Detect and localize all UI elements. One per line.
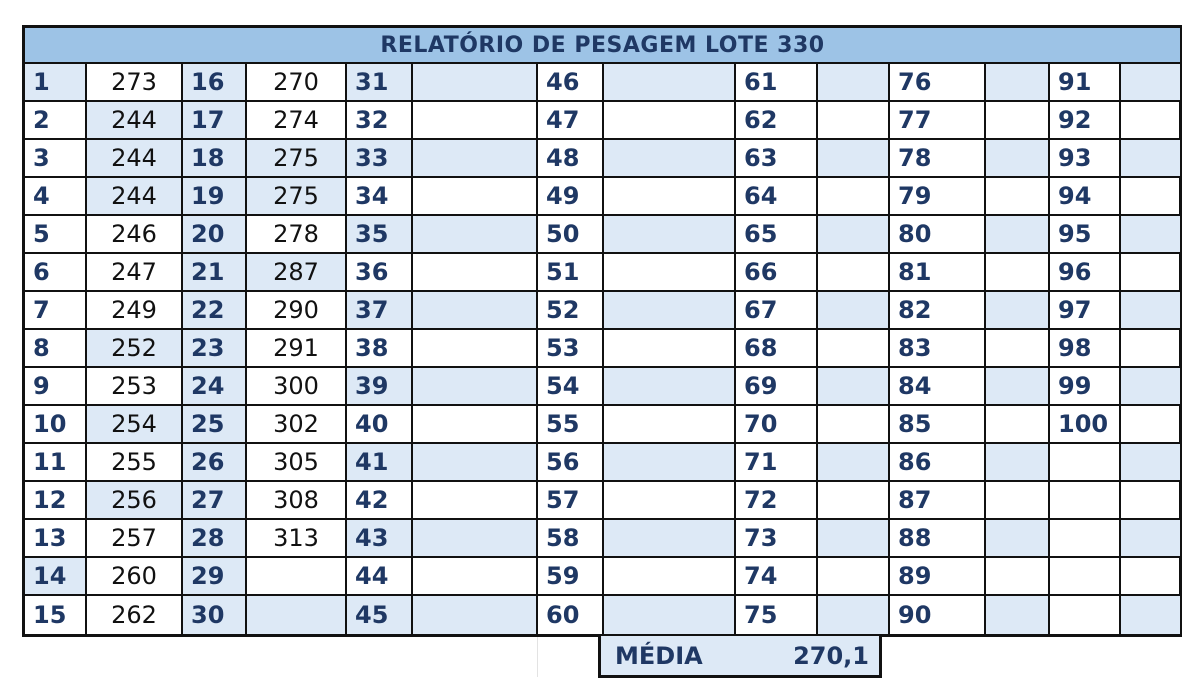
weight-value-55	[604, 406, 736, 444]
weight-value-96	[1121, 254, 1180, 292]
weight-value-16: 270	[247, 64, 347, 102]
row-number-104	[1050, 558, 1121, 596]
weight-value-39	[413, 368, 538, 406]
row-number-85: 85	[890, 406, 986, 444]
weight-value-98	[1121, 330, 1180, 368]
weight-value-59	[604, 558, 736, 596]
weight-value-65	[818, 216, 890, 254]
row-number-59: 59	[538, 558, 604, 596]
weight-value-26: 305	[247, 444, 347, 482]
row-number-70: 70	[736, 406, 818, 444]
row-number-3: 3	[25, 140, 87, 178]
weight-value-70	[818, 406, 890, 444]
row-number-91: 91	[1050, 64, 1121, 102]
row-number-72: 72	[736, 482, 818, 520]
row-number-76: 76	[890, 64, 986, 102]
weight-value-77	[986, 102, 1050, 140]
row-number-47: 47	[538, 102, 604, 140]
row-number-8: 8	[25, 330, 87, 368]
weight-value-15: 262	[87, 596, 183, 634]
weight-value-74	[818, 558, 890, 596]
average-value: 270,1	[793, 641, 869, 670]
row-number-71: 71	[736, 444, 818, 482]
weight-value-99	[1121, 368, 1180, 406]
weight-value-2: 244	[87, 102, 183, 140]
weight-value-51	[604, 254, 736, 292]
weight-value-50	[604, 216, 736, 254]
weight-value-100	[1121, 406, 1180, 444]
weight-value-101	[1121, 444, 1180, 482]
weight-value-95	[1121, 216, 1180, 254]
row-number-37: 37	[347, 292, 413, 330]
weight-value-68	[818, 330, 890, 368]
weight-value-37	[413, 292, 538, 330]
row-number-93: 93	[1050, 140, 1121, 178]
row-number-73: 73	[736, 520, 818, 558]
weight-value-73	[818, 520, 890, 558]
weight-value-83	[986, 330, 1050, 368]
row-number-50: 50	[538, 216, 604, 254]
row-number-19: 19	[183, 178, 247, 216]
row-number-57: 57	[538, 482, 604, 520]
row-number-105	[1050, 596, 1121, 634]
row-number-69: 69	[736, 368, 818, 406]
row-number-65: 65	[736, 216, 818, 254]
weight-value-33	[413, 140, 538, 178]
row-number-64: 64	[736, 178, 818, 216]
weight-value-40	[413, 406, 538, 444]
row-number-79: 79	[890, 178, 986, 216]
weight-value-6: 247	[87, 254, 183, 292]
row-number-96: 96	[1050, 254, 1121, 292]
weight-value-25: 302	[247, 406, 347, 444]
row-number-83: 83	[890, 330, 986, 368]
weight-value-45	[413, 596, 538, 634]
weight-value-35	[413, 216, 538, 254]
weight-value-76	[986, 64, 1050, 102]
row-number-90: 90	[890, 596, 986, 634]
row-number-89: 89	[890, 558, 986, 596]
weight-value-19: 275	[247, 178, 347, 216]
row-number-56: 56	[538, 444, 604, 482]
row-number-21: 21	[183, 254, 247, 292]
average-label: MÉDIA	[615, 641, 703, 670]
weight-value-86	[986, 444, 1050, 482]
row-number-28: 28	[183, 520, 247, 558]
row-number-68: 68	[736, 330, 818, 368]
row-number-9: 9	[25, 368, 87, 406]
weight-value-1: 273	[87, 64, 183, 102]
weight-value-29	[247, 558, 347, 596]
weight-value-91	[1121, 64, 1180, 102]
weight-value-64	[818, 178, 890, 216]
weight-value-63	[818, 140, 890, 178]
row-number-26: 26	[183, 444, 247, 482]
row-number-43: 43	[347, 520, 413, 558]
row-number-22: 22	[183, 292, 247, 330]
row-number-66: 66	[736, 254, 818, 292]
row-number-67: 67	[736, 292, 818, 330]
row-number-6: 6	[25, 254, 87, 292]
row-number-80: 80	[890, 216, 986, 254]
row-number-60: 60	[538, 596, 604, 634]
weight-value-36	[413, 254, 538, 292]
row-number-82: 82	[890, 292, 986, 330]
row-number-17: 17	[183, 102, 247, 140]
weight-value-46	[604, 64, 736, 102]
weight-value-13: 257	[87, 520, 183, 558]
weight-value-32	[413, 102, 538, 140]
weight-value-31	[413, 64, 538, 102]
row-number-94: 94	[1050, 178, 1121, 216]
row-number-34: 34	[347, 178, 413, 216]
row-number-7: 7	[25, 292, 87, 330]
weight-value-20: 278	[247, 216, 347, 254]
row-number-98: 98	[1050, 330, 1121, 368]
weight-value-72	[818, 482, 890, 520]
weight-value-93	[1121, 140, 1180, 178]
weight-value-14: 260	[87, 558, 183, 596]
row-number-20: 20	[183, 216, 247, 254]
weight-value-8: 252	[87, 330, 183, 368]
row-number-53: 53	[538, 330, 604, 368]
divider-line	[537, 637, 538, 677]
row-number-99: 99	[1050, 368, 1121, 406]
row-number-77: 77	[890, 102, 986, 140]
weight-value-104	[1121, 558, 1180, 596]
weight-value-23: 291	[247, 330, 347, 368]
row-number-62: 62	[736, 102, 818, 140]
row-number-63: 63	[736, 140, 818, 178]
weight-value-34	[413, 178, 538, 216]
row-number-16: 16	[183, 64, 247, 102]
row-number-32: 32	[347, 102, 413, 140]
row-number-10: 10	[25, 406, 87, 444]
weight-value-53	[604, 330, 736, 368]
row-number-95: 95	[1050, 216, 1121, 254]
row-number-27: 27	[183, 482, 247, 520]
row-number-25: 25	[183, 406, 247, 444]
weight-value-87	[986, 482, 1050, 520]
report-title: RELATÓRIO DE PESAGEM LOTE 330	[25, 28, 1180, 64]
row-number-29: 29	[183, 558, 247, 596]
weight-value-17: 274	[247, 102, 347, 140]
weight-value-52	[604, 292, 736, 330]
weight-value-28: 313	[247, 520, 347, 558]
row-number-13: 13	[25, 520, 87, 558]
row-number-23: 23	[183, 330, 247, 368]
row-number-4: 4	[25, 178, 87, 216]
weight-value-22: 290	[247, 292, 347, 330]
weight-value-75	[818, 596, 890, 634]
row-number-11: 11	[25, 444, 87, 482]
row-number-15: 15	[25, 596, 87, 634]
weight-value-97	[1121, 292, 1180, 330]
weight-value-54	[604, 368, 736, 406]
row-number-30: 30	[183, 596, 247, 634]
row-number-2: 2	[25, 102, 87, 140]
weight-value-61	[818, 64, 890, 102]
row-number-61: 61	[736, 64, 818, 102]
row-number-33: 33	[347, 140, 413, 178]
weight-value-84	[986, 368, 1050, 406]
row-number-45: 45	[347, 596, 413, 634]
weight-value-57	[604, 482, 736, 520]
weight-value-105	[1121, 596, 1180, 634]
weight-value-94	[1121, 178, 1180, 216]
row-number-52: 52	[538, 292, 604, 330]
row-number-24: 24	[183, 368, 247, 406]
row-number-35: 35	[347, 216, 413, 254]
row-number-87: 87	[890, 482, 986, 520]
weight-value-43	[413, 520, 538, 558]
row-number-46: 46	[538, 64, 604, 102]
weight-value-30	[247, 596, 347, 634]
row-number-49: 49	[538, 178, 604, 216]
weight-value-82	[986, 292, 1050, 330]
weight-value-88	[986, 520, 1050, 558]
row-number-36: 36	[347, 254, 413, 292]
row-number-84: 84	[890, 368, 986, 406]
weight-value-62	[818, 102, 890, 140]
weight-value-89	[986, 558, 1050, 596]
row-number-101	[1050, 444, 1121, 482]
weight-value-12: 256	[87, 482, 183, 520]
weight-value-10: 254	[87, 406, 183, 444]
weight-value-85	[986, 406, 1050, 444]
row-number-78: 78	[890, 140, 986, 178]
row-number-74: 74	[736, 558, 818, 596]
row-number-51: 51	[538, 254, 604, 292]
row-number-48: 48	[538, 140, 604, 178]
row-number-54: 54	[538, 368, 604, 406]
weight-value-71	[818, 444, 890, 482]
average-summary	[598, 636, 882, 678]
weight-value-3: 244	[87, 140, 183, 178]
weight-value-24: 300	[247, 368, 347, 406]
row-number-88: 88	[890, 520, 986, 558]
weight-value-49	[604, 178, 736, 216]
weight-value-58	[604, 520, 736, 558]
weight-value-18: 275	[247, 140, 347, 178]
row-number-5: 5	[25, 216, 87, 254]
weight-value-56	[604, 444, 736, 482]
row-number-86: 86	[890, 444, 986, 482]
weight-value-67	[818, 292, 890, 330]
weight-value-48	[604, 140, 736, 178]
weight-value-9: 253	[87, 368, 183, 406]
row-number-103	[1050, 520, 1121, 558]
weight-value-44	[413, 558, 538, 596]
weight-value-5: 246	[87, 216, 183, 254]
row-number-100: 100	[1050, 406, 1121, 444]
row-number-58: 58	[538, 520, 604, 558]
row-number-12: 12	[25, 482, 87, 520]
weight-value-21: 287	[247, 254, 347, 292]
weight-value-80	[986, 216, 1050, 254]
row-number-42: 42	[347, 482, 413, 520]
weight-value-47	[604, 102, 736, 140]
row-number-40: 40	[347, 406, 413, 444]
weight-value-81	[986, 254, 1050, 292]
weight-value-103	[1121, 520, 1180, 558]
weight-value-27: 308	[247, 482, 347, 520]
row-number-44: 44	[347, 558, 413, 596]
row-number-97: 97	[1050, 292, 1121, 330]
row-number-102	[1050, 482, 1121, 520]
weight-value-69	[818, 368, 890, 406]
weight-value-11: 255	[87, 444, 183, 482]
weight-value-41	[413, 444, 538, 482]
row-number-81: 81	[890, 254, 986, 292]
row-number-39: 39	[347, 368, 413, 406]
row-number-1: 1	[25, 64, 87, 102]
weight-value-38	[413, 330, 538, 368]
row-number-38: 38	[347, 330, 413, 368]
weight-value-92	[1121, 102, 1180, 140]
row-number-92: 92	[1050, 102, 1121, 140]
weight-value-78	[986, 140, 1050, 178]
row-number-41: 41	[347, 444, 413, 482]
weight-value-90	[986, 596, 1050, 634]
weighing-report-table	[22, 25, 1182, 637]
weight-value-102	[1121, 482, 1180, 520]
weight-value-7: 249	[87, 292, 183, 330]
weight-value-66	[818, 254, 890, 292]
row-number-55: 55	[538, 406, 604, 444]
weight-value-60	[604, 596, 736, 634]
row-number-31: 31	[347, 64, 413, 102]
row-number-18: 18	[183, 140, 247, 178]
weight-value-79	[986, 178, 1050, 216]
row-number-14: 14	[25, 558, 87, 596]
weight-value-42	[413, 482, 538, 520]
row-number-75: 75	[736, 596, 818, 634]
weight-value-4: 244	[87, 178, 183, 216]
